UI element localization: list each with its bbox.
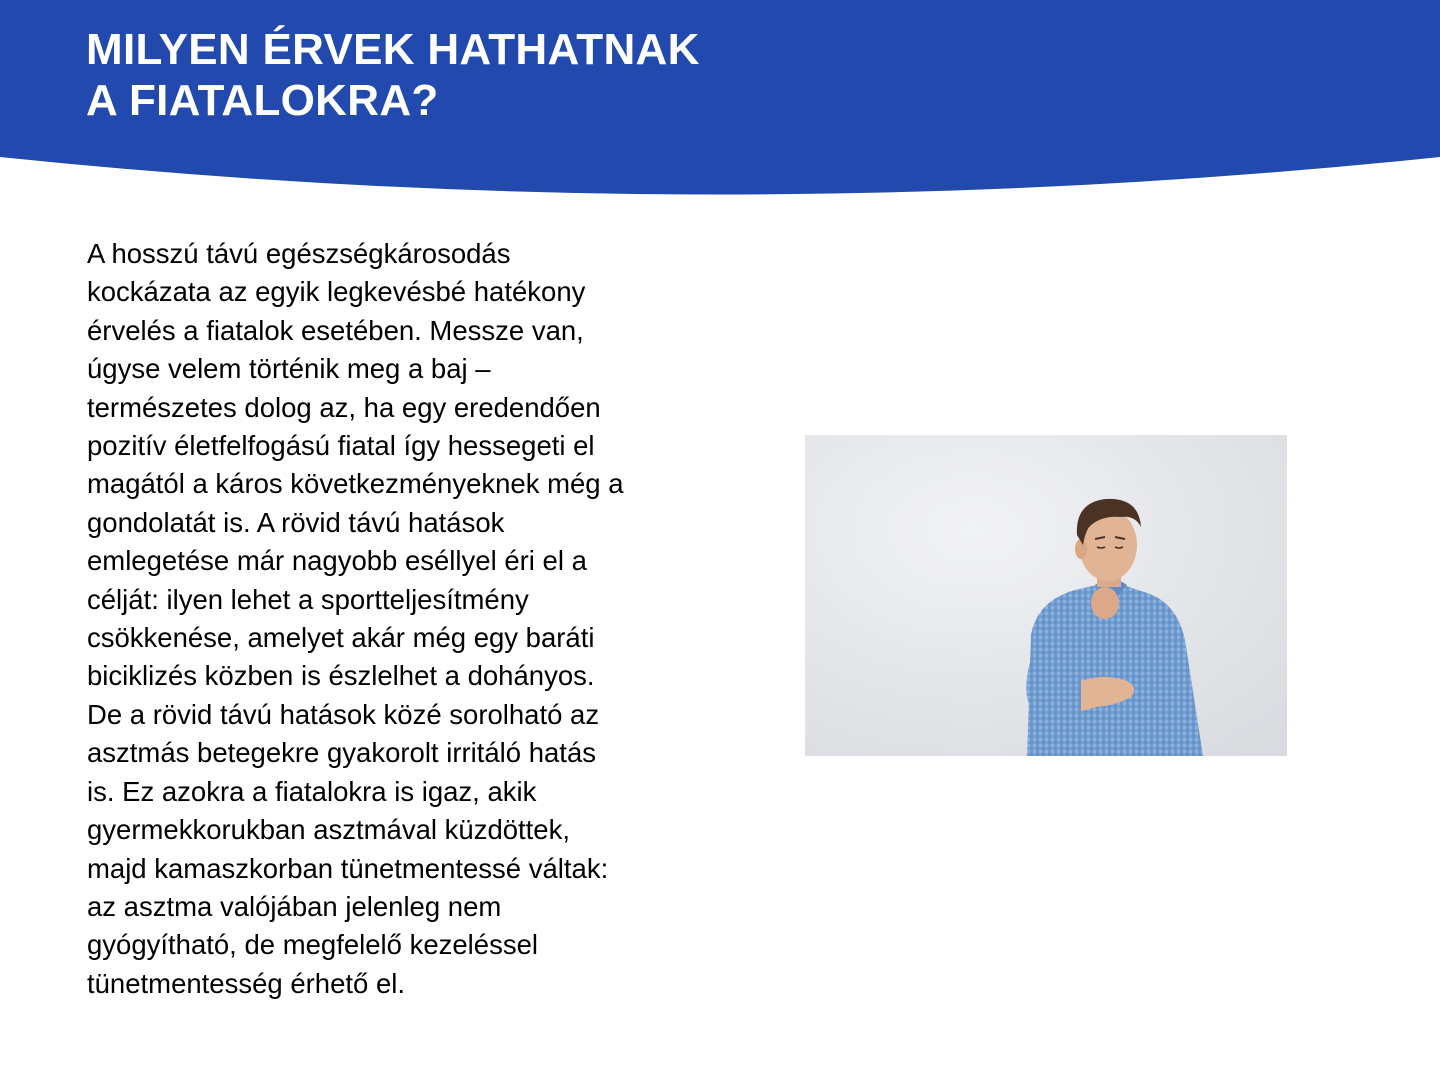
slide-title-line: A FIATALOKRA?	[86, 76, 439, 125]
fist	[1091, 587, 1119, 619]
body-line: pozitív életfelfogású fiatal így hessegeti el	[87, 430, 595, 462]
body-line: gyermekkorukban asztmával küzdöttek,	[87, 814, 570, 846]
body-line: úgyse velem történik meg a baj –	[87, 353, 491, 385]
slide-title-line: MILYEN ÉRVEK HATHATNAK	[86, 25, 700, 74]
slide-title	[86, 24, 700, 126]
body-paragraph	[87, 235, 727, 1003]
body-line: kockázata az egyik legkevésbé hatékony	[87, 276, 586, 308]
body-line: az asztma valójában jelenleg nem	[87, 890, 502, 922]
body-line: természetes dolog az, ha egy eredendően	[87, 391, 601, 423]
body-line: A hosszú távú egészségkárosodás	[87, 238, 511, 269]
body-line: majd kamaszkorban tünetmentessé váltak:	[87, 852, 609, 884]
body-line: tünetmentesség érhető el.	[87, 967, 405, 999]
body-line: emlegetése már nagyobb eséllyel éri el a	[87, 545, 587, 577]
body-line: gondolatát is. A rövid távú hatások	[87, 506, 505, 538]
body-line: De a rövid távú hatások közé sorolható az	[87, 698, 600, 730]
body-line: célját: ilyen lehet a sportteljesítmény	[87, 583, 529, 615]
body-line: csökkenése, amelyet akár még egy baráti	[87, 622, 595, 654]
body-line: biciklizés közben is észlelhet a dohányos.	[87, 660, 595, 692]
body-line: gyógyítható, de megfelelő kezeléssel	[87, 929, 538, 961]
body-line: érvelés a fiatalok esetében. Messze van,	[87, 314, 584, 346]
young-man-coughing-photo	[805, 435, 1287, 756]
body-line: asztmás betegekre gyakorolt irritáló hatás	[87, 737, 596, 769]
body-line: magától a káros következményeknek még a	[87, 468, 624, 500]
body-line: is. Ez azokra a fiatalokra is igaz, akik	[87, 775, 537, 807]
